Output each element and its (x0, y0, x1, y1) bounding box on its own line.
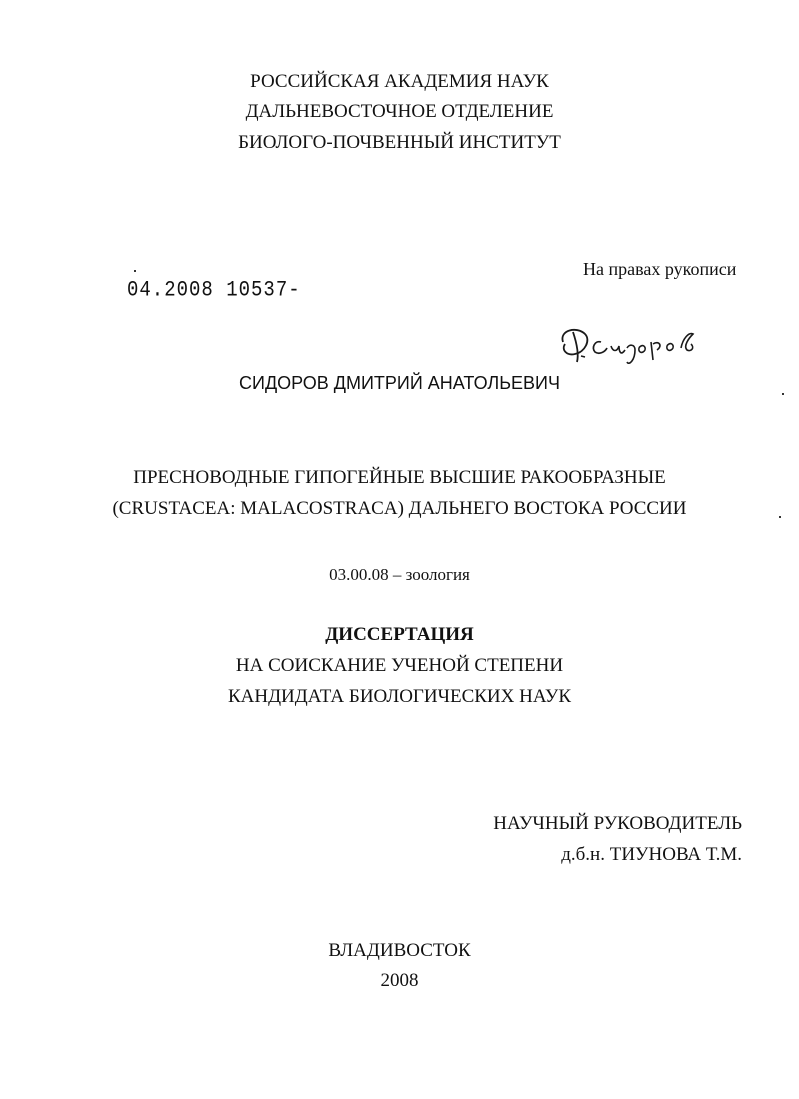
specialty-code: 03.00.08 – зоология (329, 565, 470, 584)
branch-name: ДАЛЬНЕВОСТОЧНОЕ ОТДЕЛЕНИЕ (245, 101, 554, 122)
author-signature (555, 320, 715, 370)
scan-speck (779, 516, 781, 518)
dissertation-title-line-2: (CRUSTACEA: MALACOSTRACA) ДАЛЬНЕГО ВОСТОКА РОССИИ (112, 498, 687, 519)
supervisor-name: д.б.н. ТИУНОВА Т.М. (561, 844, 742, 865)
year: 2008 (380, 970, 419, 991)
manuscript-rights-note: На правах рукописи (583, 259, 737, 279)
registry-stamp-number: 04.2008 10537- (127, 277, 301, 303)
academy-name: РОССИЙСКАЯ АКАДЕМИЯ НАУК (250, 71, 549, 92)
degree-line-2: КАНДИДАТА БИОЛОГИЧЕСКИХ НАУК (227, 686, 572, 707)
supervisor-label: НАУЧНЫЙ РУКОВОДИТЕЛЬ (493, 813, 742, 834)
document-type-heading: ДИССЕРТАЦИЯ (325, 624, 474, 645)
author-name: СИДОРОВ ДМИТРИЙ АНАТОЛЬЕВИЧ (239, 373, 560, 393)
dissertation-title-line-1: ПРЕСНОВОДНЫЕ ГИПОГЕЙНЫЕ ВЫСШИЕ РАКООБРАЗНЫЕ (133, 467, 666, 488)
scan-speck (782, 393, 784, 395)
city: ВЛАДИВОСТОК (328, 940, 471, 961)
stamp-mark (134, 270, 136, 272)
degree-line-1: НА СОИСКАНИЕ УЧЕНОЙ СТЕПЕНИ (235, 655, 564, 676)
institute-name: БИОЛОГО-ПОЧВЕННЫЙ ИНСТИТУТ (238, 132, 561, 153)
